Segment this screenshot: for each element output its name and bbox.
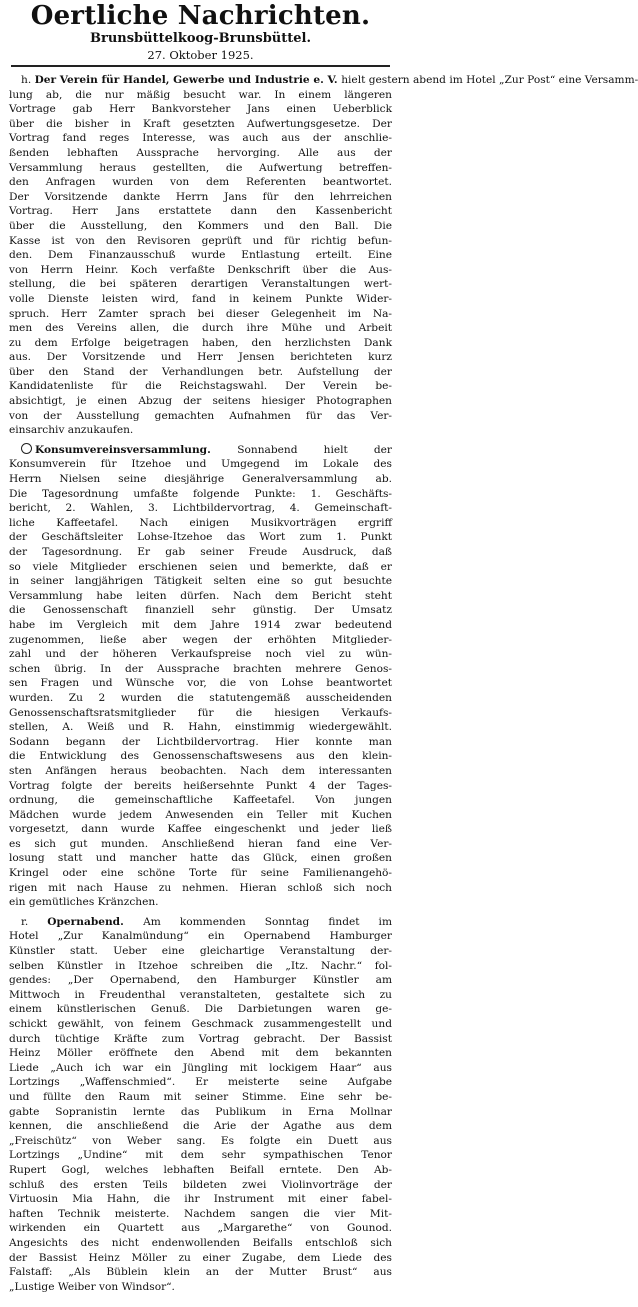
article-line-text: einem künstlerischen Genuß. Die Darbietungen waren ge- — [9, 1003, 392, 1016]
article-line-text: zugenommen, ließe aber wegen der erhöhten Mitglieder- — [9, 633, 392, 646]
article-line-text: so viele Mitglieder erschienen seien und bemerkte, daß er — [9, 560, 392, 573]
article-line-text: es sich gut munden. Anschließend hieran fand eine Ver- — [9, 837, 392, 850]
article-line — [9, 219, 392, 234]
article-line-text: sten Anfängen heraus beobachten. Nach dem interessanten — [9, 764, 392, 777]
article-line — [9, 409, 392, 424]
article-line-text: schen übrig. In der Aussprache brachten mehrere Genos- — [9, 662, 392, 675]
article-line — [9, 959, 392, 974]
article-line-text: Genossenschaftsratsmitglieder für die hiesigen Verkaufs- — [9, 706, 392, 719]
article-line — [9, 204, 392, 219]
article-line-text: men des Vereins allen, die durch ihre Mühe und Arbeit — [9, 322, 392, 335]
article-line-text: Vortrag folgte der bereits heißersehnte Punkt 4 der Tages- — [9, 779, 392, 792]
article-line — [9, 1265, 392, 1280]
article-line-text: Lortzings „Waffenschmied“. Er meisterte seine Aufgabe — [9, 1076, 392, 1089]
article-line-text: lung ab, die nur mäßig besucht war. In einem längeren — [9, 88, 392, 101]
article-line — [9, 336, 392, 351]
article-line-text: in seiner langjährigen Tätigkeit selten eine so gut besuchte — [9, 575, 392, 588]
locality-heading: Brunsbüttelkoog-Brunsbüttel. — [90, 31, 311, 46]
article-line — [9, 560, 392, 575]
article-line-text: habe im Vergleich mit dem Jahre 1914 zwar bedeutend — [9, 618, 392, 631]
article-line — [9, 379, 392, 394]
article-line-text: Versammlung habe leiten dürfen. Nach dem Bericht steht — [9, 589, 392, 602]
article-line-text: den. Dem Finanzausschuß wurde Entlastung erteilt. Eine — [9, 249, 392, 262]
article-line-text: von der Ausstellung gemachten Aufnahmen für das Ver- — [9, 409, 392, 422]
article-lead: Konsumvereinsversammlung. — [35, 443, 238, 456]
article-line-text: bericht, 2. Wahlen, 3. Lichtbildervortrag, 4. Gemeinschaft- — [9, 502, 392, 515]
article-line-text: aus. Der Vorsitzende und Herr Jensen berichteten kurz — [9, 351, 392, 364]
article-line — [9, 691, 392, 706]
article-line — [9, 423, 392, 438]
article-line — [9, 1192, 392, 1207]
article-line-text: Mittwoch in Freudenthal veranstalteten, gestaltete sich zu — [9, 988, 392, 1001]
article-line-text: einsarchiv anzukaufen. — [9, 424, 134, 437]
article-line — [9, 292, 392, 307]
article-line-text: losung statt und mancher hatte das Glück, einen großen — [9, 852, 392, 865]
article-line — [9, 1163, 392, 1178]
article-line-text: spruch. Herr Zamter sprach bei dieser Gelegenheit im Na- — [9, 307, 392, 320]
article-line-text: und füllte den Raum mit seiner Stimme. Eine sehr be- — [9, 1090, 392, 1103]
article-line-text: ßenden lebhaften Aussprache hervorging. Alle aus der — [9, 146, 392, 159]
article-line — [9, 1090, 392, 1105]
article-line-text: Rupert Gogl, welches lebhaften Beifall erntete. Den Ab- — [9, 1163, 392, 1176]
article-line-text: ein gemütliches Kränzchen. — [9, 896, 159, 909]
article-line-text: wirkenden ein Quartett aus „Margarethe“ von Gounod. — [9, 1222, 392, 1235]
article-line — [9, 662, 392, 677]
article-line — [9, 472, 392, 487]
article-line-text: Falstaff: „Als Büblein klein an der Mutter Brust“ aus — [9, 1266, 392, 1279]
article-line — [9, 1032, 392, 1047]
article-line — [9, 1148, 392, 1163]
article-line — [9, 277, 392, 292]
article-line-text: der Bassist Heinz Möller zu einer Zugabe, dem Liede des — [9, 1251, 392, 1264]
article-line — [9, 1061, 392, 1076]
article-line — [9, 735, 392, 750]
article-line — [9, 161, 392, 176]
article-line — [9, 929, 392, 944]
article-line-text: „Lustige Weiber von Windsor“. — [9, 1280, 175, 1293]
article-line — [9, 530, 392, 545]
circle-marker-icon — [21, 443, 32, 454]
article-line-text: die Genossenschaft finanziell sehr günstig. Der Umsatz — [9, 604, 392, 617]
header-rule — [11, 65, 390, 67]
article-line-text: Vortrag fand reges Interesse, was auch aus der anschlie- — [9, 132, 392, 145]
article-line-text: hielt gestern abend im Hotel „Zur Post“ eine Versamm- — [341, 74, 638, 86]
article-line-text: über den Stand der Verhandlungen betr. Aufstellung der — [9, 365, 392, 378]
article-line — [9, 1280, 392, 1295]
article-line — [9, 988, 392, 1003]
article-line-text: über die Ausstellung, den Kommers und den Ball. Die — [9, 219, 392, 232]
article-line-text: volle Dienste leisten wird, fand in keinem Punkte Wider- — [9, 292, 392, 305]
article-line — [9, 263, 392, 278]
article-line — [9, 1075, 392, 1090]
article-line — [9, 779, 392, 794]
article-line — [9, 545, 392, 560]
article-marker: r. — [21, 915, 48, 928]
article-line — [9, 574, 392, 589]
article-line — [9, 764, 392, 779]
article-line — [9, 973, 392, 988]
article-line-text: Liede „Auch ich war ein Jüngling mit lockigem Haar“ aus — [9, 1061, 392, 1074]
article-line-text: Vortrage gab Herr Bankvorsteher Jans einen Ueberblick — [9, 103, 392, 116]
article-line-text: kennen, die anschließend die Arie der Agathe aus dem — [9, 1120, 392, 1133]
article-line-text: Kandidatenliste für die Reichstagswahl. Der Verein be- — [9, 380, 392, 393]
dateline: 27. Oktober 1925. — [147, 48, 254, 62]
article-line — [9, 443, 392, 458]
article-line-text: Kringel oder eine schöne Torte für seine Familienangehö- — [9, 867, 392, 880]
article-line — [9, 589, 392, 604]
article-line — [9, 749, 392, 764]
article-line — [9, 88, 392, 103]
article-line-text: gabte Sopranistin lernte das Publikum in Erna Mollnar — [9, 1105, 392, 1118]
article-line-text: Sodann begann der Lichtbildervortrag. Hier konnte man — [9, 735, 392, 748]
article-line — [9, 501, 392, 516]
article-line — [9, 321, 392, 336]
article-line-text: wurden. Zu 2 wurden die statutengemäß ausscheidenden — [9, 691, 392, 704]
article-line-text: Konsumverein für Itzehoe und Umgegend im Lokale des — [9, 458, 392, 471]
article-line-text: sen Fragen und Wünsche vor, die von Lohse beantwortet — [9, 677, 392, 690]
article-line-text: Mädchen wurde jedem Anwesenden ein Teller mit Kuchen — [9, 808, 392, 821]
article-line-text: durch tüchtige Kräfte zum Vortrag gebracht. Der Bassist — [9, 1032, 392, 1045]
article-line — [9, 1119, 392, 1134]
article-line-text: den Anfragen wurden von dem Referenten beantwortet. — [9, 176, 392, 189]
article-line-text: ordnung, die gemeinschaftliche Kaffeetafel. Von jungen — [9, 794, 392, 807]
article-line-text: Lortzings „Undine“ mit dem sehr sympathischen Tenor — [9, 1149, 392, 1162]
article-line-text: die Entwicklung des Genossenschaftswesens aus den klein- — [9, 750, 392, 763]
article-line-text: Herrn Nielsen seine diesjährige Generalversammlung ab. — [9, 473, 392, 486]
article-line — [9, 350, 392, 365]
article-line-text: gendes: „Der Opernabend, den Hamburger Künstler am — [9, 974, 392, 987]
article-line-text: von Herrn Heinr. Koch verfaßte Denkschrift über die Aus- — [9, 263, 392, 276]
article-line — [9, 1017, 392, 1032]
article-line-text: selben Künstler in Itzehoe schreiben die „Itz. Nachr.“ fol- — [9, 959, 392, 972]
article-line-text: zu dem Erfolge beigetragen haben, den herzlichsten Dank — [9, 336, 392, 349]
article-line — [9, 117, 392, 132]
article-line — [9, 647, 392, 662]
article-line-text: Sonnabend hielt der — [237, 443, 392, 456]
article-line — [9, 146, 392, 161]
article-line — [9, 234, 392, 249]
article-line — [9, 837, 392, 852]
article-line-text: Angesichts des nicht endenwollenden Beifalls entschloß sich — [9, 1236, 392, 1249]
article-line-text: Heinz Möller eröffnete den Abend mit dem bekannten — [9, 1047, 392, 1060]
article-line-text: Versammlung heraus gestellten, die Aufwertung betreffen- — [9, 161, 392, 174]
article-line — [9, 190, 392, 205]
article-line — [9, 895, 392, 910]
article-line-text: vorgesetzt, dann wurde Kaffee eingeschenkt und jeder ließ — [9, 823, 392, 836]
article-line — [9, 706, 392, 721]
article-line-text: zahl und der höheren Verkaufspreise noch viel zu wün- — [9, 648, 392, 661]
article-line — [9, 516, 392, 531]
article-line-text: Am kommenden Sonntag findet im — [143, 915, 392, 928]
article-line — [9, 365, 392, 380]
article-line-text: Hotel „Zur Kanalmündung“ ein Opernabend Hamburger — [9, 930, 392, 943]
article-line — [9, 915, 392, 930]
article-line — [9, 1134, 392, 1149]
article-line — [9, 866, 392, 881]
article-lead: Der Verein für Handel, Gewerbe und Industrie e. V. — [34, 74, 342, 86]
article-line — [9, 131, 392, 146]
article-line — [9, 822, 392, 837]
article-line-text: Künstler statt. Ueber eine gleichartige Veranstaltung der- — [9, 945, 392, 958]
article-line — [9, 1105, 392, 1120]
article-line — [9, 881, 392, 896]
article-line — [9, 1046, 392, 1061]
article-line — [9, 676, 392, 691]
section-headline: Oertliche Nachrichten. — [30, 1, 371, 31]
article-line — [9, 720, 392, 735]
article-line — [9, 1002, 392, 1017]
article-line — [9, 457, 392, 472]
article-line — [9, 1178, 392, 1193]
article-line-text: schickt gewählt, von feinem Geschmack zusammengestellt und — [9, 1018, 392, 1030]
article-line — [9, 1221, 392, 1236]
article-line-text: haften Technik meisterte. Nachdem sangen die vier Mit- — [9, 1207, 392, 1220]
article-line — [9, 248, 392, 263]
article-line — [9, 793, 392, 808]
article-line — [9, 175, 392, 190]
article-line-text: der Geschäftsleiter Lohse-Itzehoe das Wort zum 1. Punkt — [9, 531, 392, 544]
article-line-text: „Freischütz“ von Weber sang. Es folgte ein Duett aus — [9, 1134, 392, 1147]
article-line-text: Virtuosin Mia Hahn, die ihr Instrument mit einer fabel- — [9, 1193, 392, 1206]
article-line — [9, 1251, 392, 1266]
article-line — [9, 73, 638, 88]
article — [9, 73, 638, 438]
article-line-text: der Tagesordnung. Er gab seiner Freude Ausdruck, daß — [9, 546, 392, 558]
article-line — [9, 808, 392, 823]
article-line — [9, 618, 392, 633]
article-line — [9, 851, 392, 866]
articles-container — [9, 73, 638, 1294]
article-line — [9, 394, 392, 409]
article-line — [9, 102, 392, 117]
article-line — [9, 944, 392, 959]
article-line — [9, 603, 392, 618]
article-line-text: absichtigt, je einen Abzug der seitens hiesiger Photographen — [9, 395, 392, 408]
article-line-text: über die bisher in Kraft gesetzten Aufwertungsgesetze. Der — [9, 117, 392, 130]
article-line-text: rigen mit nach Hause zu nehmen. Hieran schloß sich noch — [9, 881, 392, 894]
article-line-text: schluß des ersten Teils bildeten zwei Violinvorträge der — [9, 1178, 392, 1191]
article-line-text: stellung, die bei späteren derartigen Veranstaltungen wert- — [9, 278, 392, 291]
article-line-text: Die Tagesordnung umfaßte folgende Punkte: 1. Geschäfts- — [9, 487, 392, 500]
article-line — [9, 487, 392, 502]
article-marker: h. — [21, 74, 35, 86]
article-lead: Opernabend. — [47, 915, 144, 928]
article-line — [9, 633, 392, 648]
article — [9, 915, 392, 1294]
article-line-text: Der Vorsitzende dankte Herrn Jans für den lehrreichen — [9, 190, 392, 203]
article-line — [9, 1207, 392, 1222]
article-line-text: Vortrag. Herr Jans erstattete dann den Kassenbericht — [9, 205, 392, 218]
article-line — [9, 1236, 392, 1251]
article-line-text: Kasse ist von den Revisoren geprüft und für richtig befun- — [9, 234, 392, 247]
article-line-text: stellen, A. Weiß und R. Hahn, einstimmig wiedergewählt. — [9, 721, 392, 734]
article — [9, 443, 392, 910]
article-line — [9, 307, 392, 322]
article-line-text: liche Kaffeetafel. Nach einigen Musikvorträgen ergriff — [9, 516, 392, 529]
